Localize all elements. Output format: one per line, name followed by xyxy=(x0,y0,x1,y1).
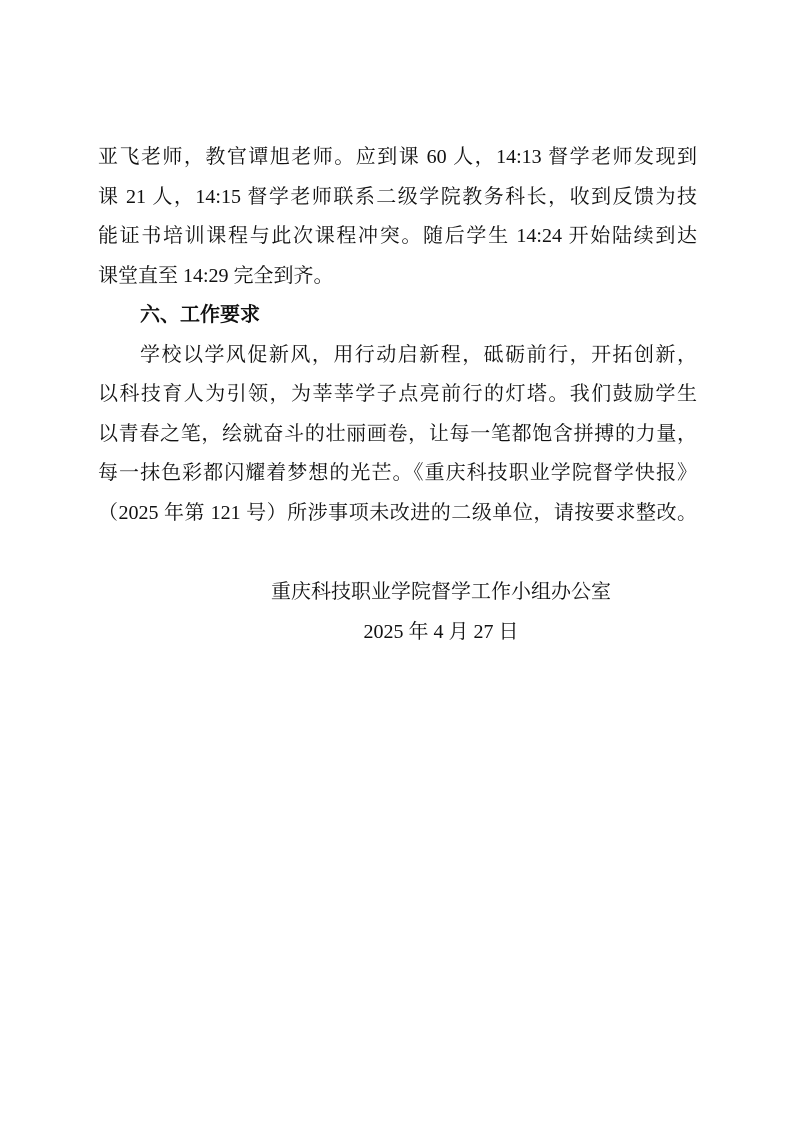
section-heading: 六、工作要求 xyxy=(140,304,260,326)
signature-org: 重庆科技职业学院督学工作小组办公室 xyxy=(271,581,611,603)
paragraph-line: 学校以学风促新风，用行动启新程，砥砺前行，开拓创新， xyxy=(140,343,697,366)
paragraph-line: 以科技育人为引领，为莘莘学子点亮前行的灯塔。我们鼓励学生 xyxy=(98,383,697,405)
paragraph-line: 以青春之笔，绘就奋斗的壮丽画卷，让每一笔都饱含拼搏的力量， xyxy=(98,422,697,445)
paragraph-line: （2025 年第 121 号）所涉事项未改进的二级单位，请按要求整改。 xyxy=(98,501,697,524)
document-body xyxy=(98,138,697,533)
signature-block xyxy=(241,572,641,652)
paragraph-line: 课堂直至 14:29 完全到齐。 xyxy=(98,264,334,287)
paragraph-line: 每一抹色彩都闪耀着梦想的光芒。《重庆科技职业学院督学快报》 xyxy=(98,462,697,484)
paragraph-line: 亚飞老师，教官谭旭老师。应到课 60 人，14:13 督学老师发现到 xyxy=(98,146,697,168)
paragraph-line: 能证书培训课程与此次课程冲突。随后学生 14:24 开始陆续到达 xyxy=(98,225,697,247)
signature-date: 2025 年 4 月 27 日 xyxy=(363,621,519,643)
paragraph-line: 课 21 人，14:15 督学老师联系二级学院教务科长，收到反馈为技 xyxy=(98,185,697,208)
